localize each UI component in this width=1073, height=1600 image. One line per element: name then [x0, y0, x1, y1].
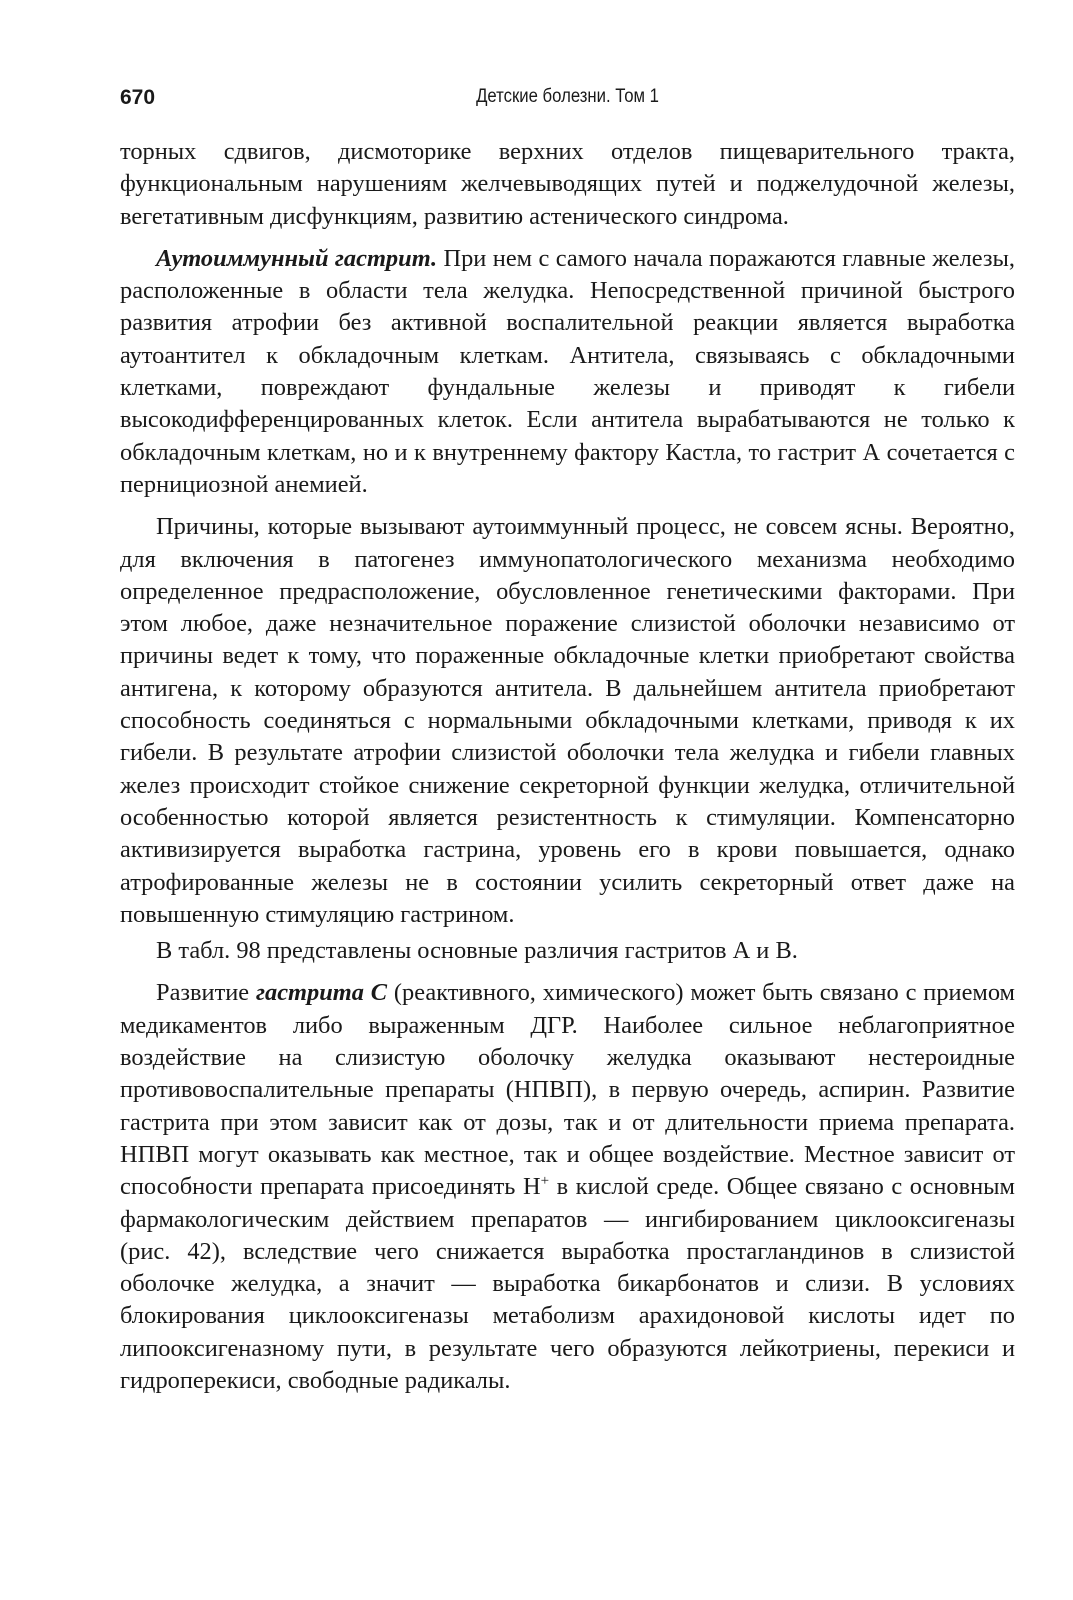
term-gastritis-c: гастрита С: [256, 979, 388, 1007]
paragraph-text: (реактивного, химического) может быть связано с приемом медикаментов либо выраженным ДГР. Наиболее сильное неблагоприятное воздействие на слизистую оболочку желудка оказывают нестероидные противовоспалительные препараты (НПВП), в первую очередь, аспирин. Развитие гастрита при этом зависит как от дозы, так и от длительности приема препарата. НПВП могут оказывать как местное, так и общее воздействие. Местное зависит от способности препарата присоединять Н: [120, 979, 1015, 1201]
paragraph-gastritis-c: [120, 977, 1015, 1397]
superscript-plus: +: [540, 1173, 550, 1190]
term-autoimmune-gastritis: Аутоиммунный гастрит.: [156, 244, 438, 272]
paragraph-causes: Причины, которые вызывают аутоиммунный процесс, не совсем ясны. Вероятно, для включения в патогенез иммунопатологического механизма необходимо определенное предрасположение, обусловленное генетическими факторами. При этом любое, даже незначительное поражение слизистой оболочки независимо от причины ведет к тому, что пораженные обкладочные клетки приобретают свойства антигена, к которому образуются антитела. В дальнейшем антитела приобретают способность соединяться с нормальными обкладочными клетками, приводя к их гибели. В результате атрофии слизистой оболочки тела желудка и гибели главных желез происходит стойкое снижение секреторной функции желудка, отличительной особенностью которой является резистентность к стимуляции. Компенсаторно активизируется выработка гастрина, уровень его в крови повышается, однако атрофированные железы не в состоянии усилить секреторный ответ даже на повышенную стимуляцию гастрином.: [120, 513, 1015, 928]
page-number: 670: [120, 86, 156, 109]
paragraph-autoimmune-gastritis: [120, 243, 1015, 501]
paragraph-continuation: торных сдвигов, дисмоторике верхних отделов пищеварительного тракта, функциональным нарушениям желчевыводящих путей и поджелудочной железы, вегетативным дисфункциям, развитию астенического синдрома.: [120, 138, 1015, 230]
paragraph-text: в кислой среде. Общее связано с основным фармакологическим действием препаратов — ингибированием циклооксигеназы (рис. 42), вследствие чего снижается выработка простагландинов в слизистой оболочке желудка, а значит — выработка бикарбонатов и слизи. В условиях блокирования циклооксигеназы метаболизм арахидоновой кислоты идет по липооксигеназному пути, в результате чего образуются лейкотриены, перекиси и гидроперекиси, свободные радикалы.: [120, 1173, 1015, 1394]
paragraph-text: При нем с самого начала поражаются главные железы, расположенные в области тела желудка. Непосредственной причиной быстрого развития атрофии без активной воспалительной реакции является выработка аутоантител к обкладочным клеткам. Антитела, связываясь с обкладочными клетками, повреждают фундальные железы и приводят к гибели высокодифференцированных клеток. Если антитела вырабатываются не только к обкладочным клеткам, но и к внутреннему фактору Кастла, то гастрит А сочетается с пернициозной анемией.: [120, 244, 1015, 498]
body-text: [120, 136, 1015, 1397]
paragraph-text: Развитие: [156, 979, 256, 1007]
paragraph-table-reference: В табл. 98 представлены основные различия гастритов А и В.: [156, 937, 798, 965]
running-title: Детские болезни. Том 1: [476, 86, 659, 107]
page-header: [120, 86, 1015, 116]
